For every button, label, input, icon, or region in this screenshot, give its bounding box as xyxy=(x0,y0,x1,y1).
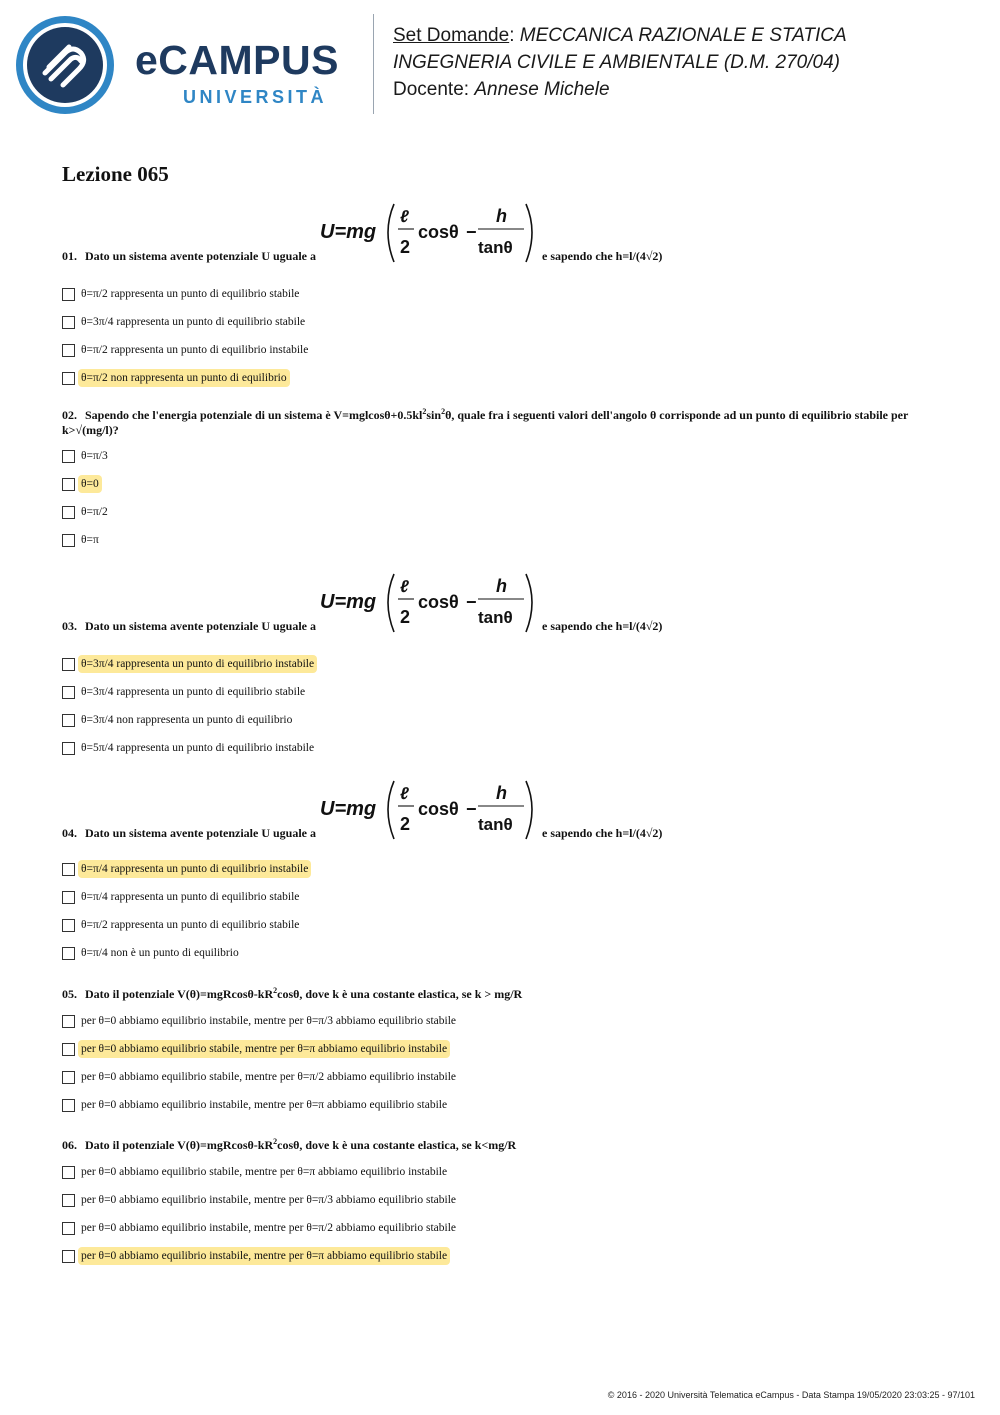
answer-checkbox[interactable] xyxy=(62,919,75,932)
answer-checkbox[interactable] xyxy=(62,1099,75,1112)
answer-checkbox[interactable] xyxy=(62,288,75,301)
fraction-numerator: h xyxy=(496,206,507,226)
answer-option[interactable] xyxy=(62,498,932,526)
answer-text: θ=π/2 xyxy=(81,506,108,518)
cos-term: cosθ xyxy=(418,799,459,819)
answer-option[interactable] xyxy=(62,1158,932,1186)
formula-lhs: U=mg xyxy=(320,221,377,243)
question-text: Dato un sistema avente potenziale U uguale a xyxy=(85,249,316,263)
answer-option[interactable] xyxy=(62,1186,932,1214)
answer-option[interactable] xyxy=(62,706,932,734)
answer-checkbox[interactable] xyxy=(62,742,75,755)
fraction-denominator: tanθ xyxy=(478,608,513,627)
answer-text: per θ=0 abbiamo equilibrio instabile, mentre per θ=π/3 abbiamo equilibrio stabile xyxy=(81,1015,457,1027)
course-info xyxy=(393,22,847,103)
question-text-after: e sapendo che h=l/(4√2) xyxy=(542,826,663,840)
cos-term: cosθ xyxy=(418,222,459,242)
answer-option[interactable] xyxy=(62,939,932,967)
question-02 xyxy=(62,404,932,554)
options-list xyxy=(62,650,932,762)
potential-formula xyxy=(320,568,538,640)
answer-text: per θ=0 abbiamo equilibrio stabile, mentre per θ=π/2 abbiamo equilibrio instabile xyxy=(81,1071,457,1083)
question-06 xyxy=(62,1134,932,1270)
answer-checkbox[interactable] xyxy=(62,863,75,876)
answer-option[interactable] xyxy=(62,911,932,939)
minus-sign: − xyxy=(466,799,477,819)
superscript: 2 xyxy=(273,986,278,995)
lesson-title: Lezione 065 xyxy=(62,162,169,186)
right-paren xyxy=(526,781,532,839)
answer-option[interactable] xyxy=(62,1063,932,1091)
answer-checkbox[interactable] xyxy=(62,372,75,385)
page-footer: © 2016 - 2020 Università Telematica eCampus - Data Stampa 19/05/2020 23:03:25 - 97/101 xyxy=(607,1390,975,1400)
answer-checkbox[interactable] xyxy=(62,534,75,547)
answer-checkbox[interactable] xyxy=(62,1222,75,1235)
answer-text: θ=π/4 rappresenta un punto di equilibrio stabile xyxy=(81,891,300,903)
potential-formula xyxy=(320,775,538,847)
formula-lhs: U=mg xyxy=(320,798,377,820)
question-text-after: e sapendo che h=l/(4√2) xyxy=(542,619,663,633)
answer-option[interactable] xyxy=(62,280,932,308)
answer-option[interactable] xyxy=(62,1242,932,1270)
answer-checkbox[interactable] xyxy=(62,1194,75,1207)
question-text-c: cosθ, dove k è una costante elastica, se k<mg/R xyxy=(277,1138,517,1152)
answer-text: per θ=0 abbiamo equilibrio instabile, mentre per θ=π/3 abbiamo equilibrio stabile xyxy=(81,1194,457,1206)
answer-option[interactable] xyxy=(62,442,932,470)
options-list xyxy=(62,1158,932,1270)
answer-option[interactable] xyxy=(62,336,932,364)
question-text-b: sin xyxy=(426,408,442,422)
answer-option[interactable] xyxy=(62,678,932,706)
brand-subtitle: UNIVERSITÀ xyxy=(183,87,328,107)
answer-text-highlighted: per θ=0 abbiamo equilibrio stabile, mentre per θ=π abbiamo equilibrio instabile xyxy=(78,1040,450,1058)
left-paren xyxy=(388,574,394,632)
answer-text-highlighted: θ=π/2 non rappresenta un punto di equilibrio xyxy=(78,369,290,387)
university-seal-logo xyxy=(15,15,115,115)
answer-text: θ=5π/4 rappresenta un punto di equilibrio instabile xyxy=(81,742,315,754)
question-03 xyxy=(62,568,932,762)
answer-checkbox[interactable] xyxy=(62,1015,75,1028)
formula-image xyxy=(320,775,538,843)
answer-checkbox[interactable] xyxy=(62,316,75,329)
page-header xyxy=(0,0,1000,130)
options-list xyxy=(62,1007,932,1119)
answer-text: θ=π/2 rappresenta un punto di equilibrio instabile xyxy=(81,344,309,356)
formula-image xyxy=(320,198,538,266)
fraction-numerator: ℓ xyxy=(400,577,409,596)
fraction-denominator: tanθ xyxy=(478,815,513,834)
set-label: Set Domande xyxy=(393,25,510,46)
answer-option[interactable] xyxy=(62,1091,932,1119)
superscript: 2 xyxy=(273,1137,278,1146)
answer-option[interactable] xyxy=(62,364,932,392)
question-stem xyxy=(62,775,932,847)
question-text: Dato un sistema avente potenziale U uguale a xyxy=(85,826,316,840)
answer-text: per θ=0 abbiamo equilibrio stabile, mentre per θ=π abbiamo equilibrio instabile xyxy=(81,1166,448,1178)
right-paren xyxy=(526,574,532,632)
answer-text: θ=3π/4 non rappresenta un punto di equilibrio xyxy=(81,714,293,726)
left-paren xyxy=(388,781,394,839)
answer-checkbox[interactable] xyxy=(62,1043,75,1056)
answer-checkbox[interactable] xyxy=(62,658,75,671)
course-name: MECCANICA RAZIONALE E STATICA xyxy=(519,25,847,46)
question-04 xyxy=(62,775,932,967)
question-stem xyxy=(62,404,932,438)
fraction-denominator: tanθ xyxy=(478,238,513,257)
answer-option[interactable] xyxy=(62,1007,932,1035)
brand-name: eCAMPUS xyxy=(135,37,339,83)
answer-checkbox[interactable] xyxy=(62,1071,75,1084)
fraction-denominator: 2 xyxy=(400,237,411,257)
question-text-a: Dato il potenziale V(θ)=mgRcosθ-kR xyxy=(85,1138,274,1152)
fraction-denominator: 2 xyxy=(400,607,411,627)
cos-term: cosθ xyxy=(418,592,459,612)
question-05 xyxy=(62,983,932,1119)
options-list xyxy=(62,280,932,392)
answer-text: per θ=0 abbiamo equilibrio instabile, mentre per θ=π abbiamo equilibrio stabile xyxy=(81,1099,448,1111)
superscript: 2 xyxy=(441,407,446,416)
docente-name: Annese Michele xyxy=(474,79,610,100)
header-divider xyxy=(373,14,374,114)
question-stem xyxy=(62,983,932,1002)
question-stem xyxy=(62,1134,932,1153)
answer-checkbox[interactable] xyxy=(62,891,75,904)
question-text: Dato un sistema avente potenziale U uguale a xyxy=(85,619,316,633)
answer-option[interactable] xyxy=(62,308,932,336)
fraction-numerator: ℓ xyxy=(400,207,409,226)
answer-text-highlighted: θ=0 xyxy=(78,475,102,493)
question-text-c: cosθ, dove k è una costante elastica, se k > mg/R xyxy=(277,987,523,1001)
answer-option[interactable] xyxy=(62,883,932,911)
course-line: Set Domande: MECCANICA RAZIONALE E STATICA xyxy=(393,25,847,46)
right-paren xyxy=(526,204,532,262)
answer-option[interactable] xyxy=(62,855,932,883)
answer-checkbox[interactable] xyxy=(62,1250,75,1263)
question-number: 03. xyxy=(62,619,77,633)
answer-checkbox[interactable] xyxy=(62,714,75,727)
fraction-numerator: h xyxy=(496,576,507,596)
options-list xyxy=(62,855,932,967)
answer-text: per θ=0 abbiamo equilibrio instabile, mentre per θ=π/2 abbiamo equilibrio stabile xyxy=(81,1222,457,1234)
answer-option[interactable] xyxy=(62,734,932,762)
answer-option[interactable] xyxy=(62,650,932,678)
degree-name: INGEGNERIA CIVILE E AMBIENTALE (D.M. 270/04) xyxy=(393,52,840,73)
degree-line xyxy=(393,49,847,76)
ecampus-wordmark xyxy=(135,37,360,110)
answer-checkbox[interactable] xyxy=(62,450,75,463)
docente-label: Docente: xyxy=(393,79,470,100)
question-number: 01. xyxy=(62,249,77,263)
answer-text: θ=π/2 rappresenta un punto di equilibrio stabile xyxy=(81,919,300,931)
potential-formula xyxy=(320,198,538,270)
answer-text-highlighted: θ=π/4 rappresenta un punto di equilibrio instabile xyxy=(78,860,311,878)
question-text-after: e sapendo che h=l/(4√2) xyxy=(542,249,663,263)
question-stem xyxy=(62,198,932,270)
question-text-c: θ, quale fra i seguenti valori dell'angolo θ corrisponde ad un punto di equilibrio stabile per k>√(mg/l)? xyxy=(62,408,909,437)
answer-checkbox[interactable] xyxy=(62,947,75,960)
options-list xyxy=(62,442,932,554)
question-number: 06. xyxy=(62,1138,77,1152)
question-stem xyxy=(62,568,932,640)
answer-option[interactable] xyxy=(62,1035,932,1063)
superscript: 2 xyxy=(422,407,427,416)
answer-text: θ=π/2 rappresenta un punto di equilibrio stabile xyxy=(81,288,300,300)
answer-option[interactable] xyxy=(62,470,932,498)
left-paren xyxy=(388,204,394,262)
question-text-a: Dato il potenziale V(θ)=mgRcosθ-kR xyxy=(85,987,274,1001)
answer-checkbox[interactable] xyxy=(62,686,75,699)
question-01 xyxy=(62,198,932,392)
minus-sign: − xyxy=(466,222,477,242)
answer-checkbox[interactable] xyxy=(62,506,75,519)
answer-checkbox[interactable] xyxy=(62,344,75,357)
answer-checkbox[interactable] xyxy=(62,1166,75,1179)
answer-text-highlighted: per θ=0 abbiamo equilibrio instabile, mentre per θ=π abbiamo equilibrio stabile xyxy=(78,1247,450,1265)
answer-checkbox[interactable] xyxy=(62,478,75,491)
answer-text: θ=π/4 non è un punto di equilibrio xyxy=(81,947,239,959)
minus-sign: − xyxy=(466,592,477,612)
fraction-denominator: 2 xyxy=(400,814,411,834)
fraction-numerator: h xyxy=(496,783,507,803)
docente-line xyxy=(393,76,847,103)
question-number: 04. xyxy=(62,826,77,840)
fraction-numerator: ℓ xyxy=(400,784,409,803)
answer-text-highlighted: θ=3π/4 rappresenta un punto di equilibrio instabile xyxy=(78,655,317,673)
answer-option[interactable] xyxy=(62,526,932,554)
answer-text: θ=3π/4 rappresenta un punto di equilibrio stabile xyxy=(81,316,306,328)
question-number: 02. xyxy=(62,408,77,422)
answer-text: θ=3π/4 rappresenta un punto di equilibrio stabile xyxy=(81,686,306,698)
answer-text: θ=π/3 xyxy=(81,450,108,462)
answer-text: θ=π xyxy=(81,534,99,546)
question-text-a: Sapendo che l'energia potenziale di un sistema è V=mglcosθ+0.5kl xyxy=(85,408,423,422)
formula-image xyxy=(320,568,538,636)
formula-lhs: U=mg xyxy=(320,591,377,613)
question-number: 05. xyxy=(62,987,77,1001)
answer-option[interactable] xyxy=(62,1214,932,1242)
